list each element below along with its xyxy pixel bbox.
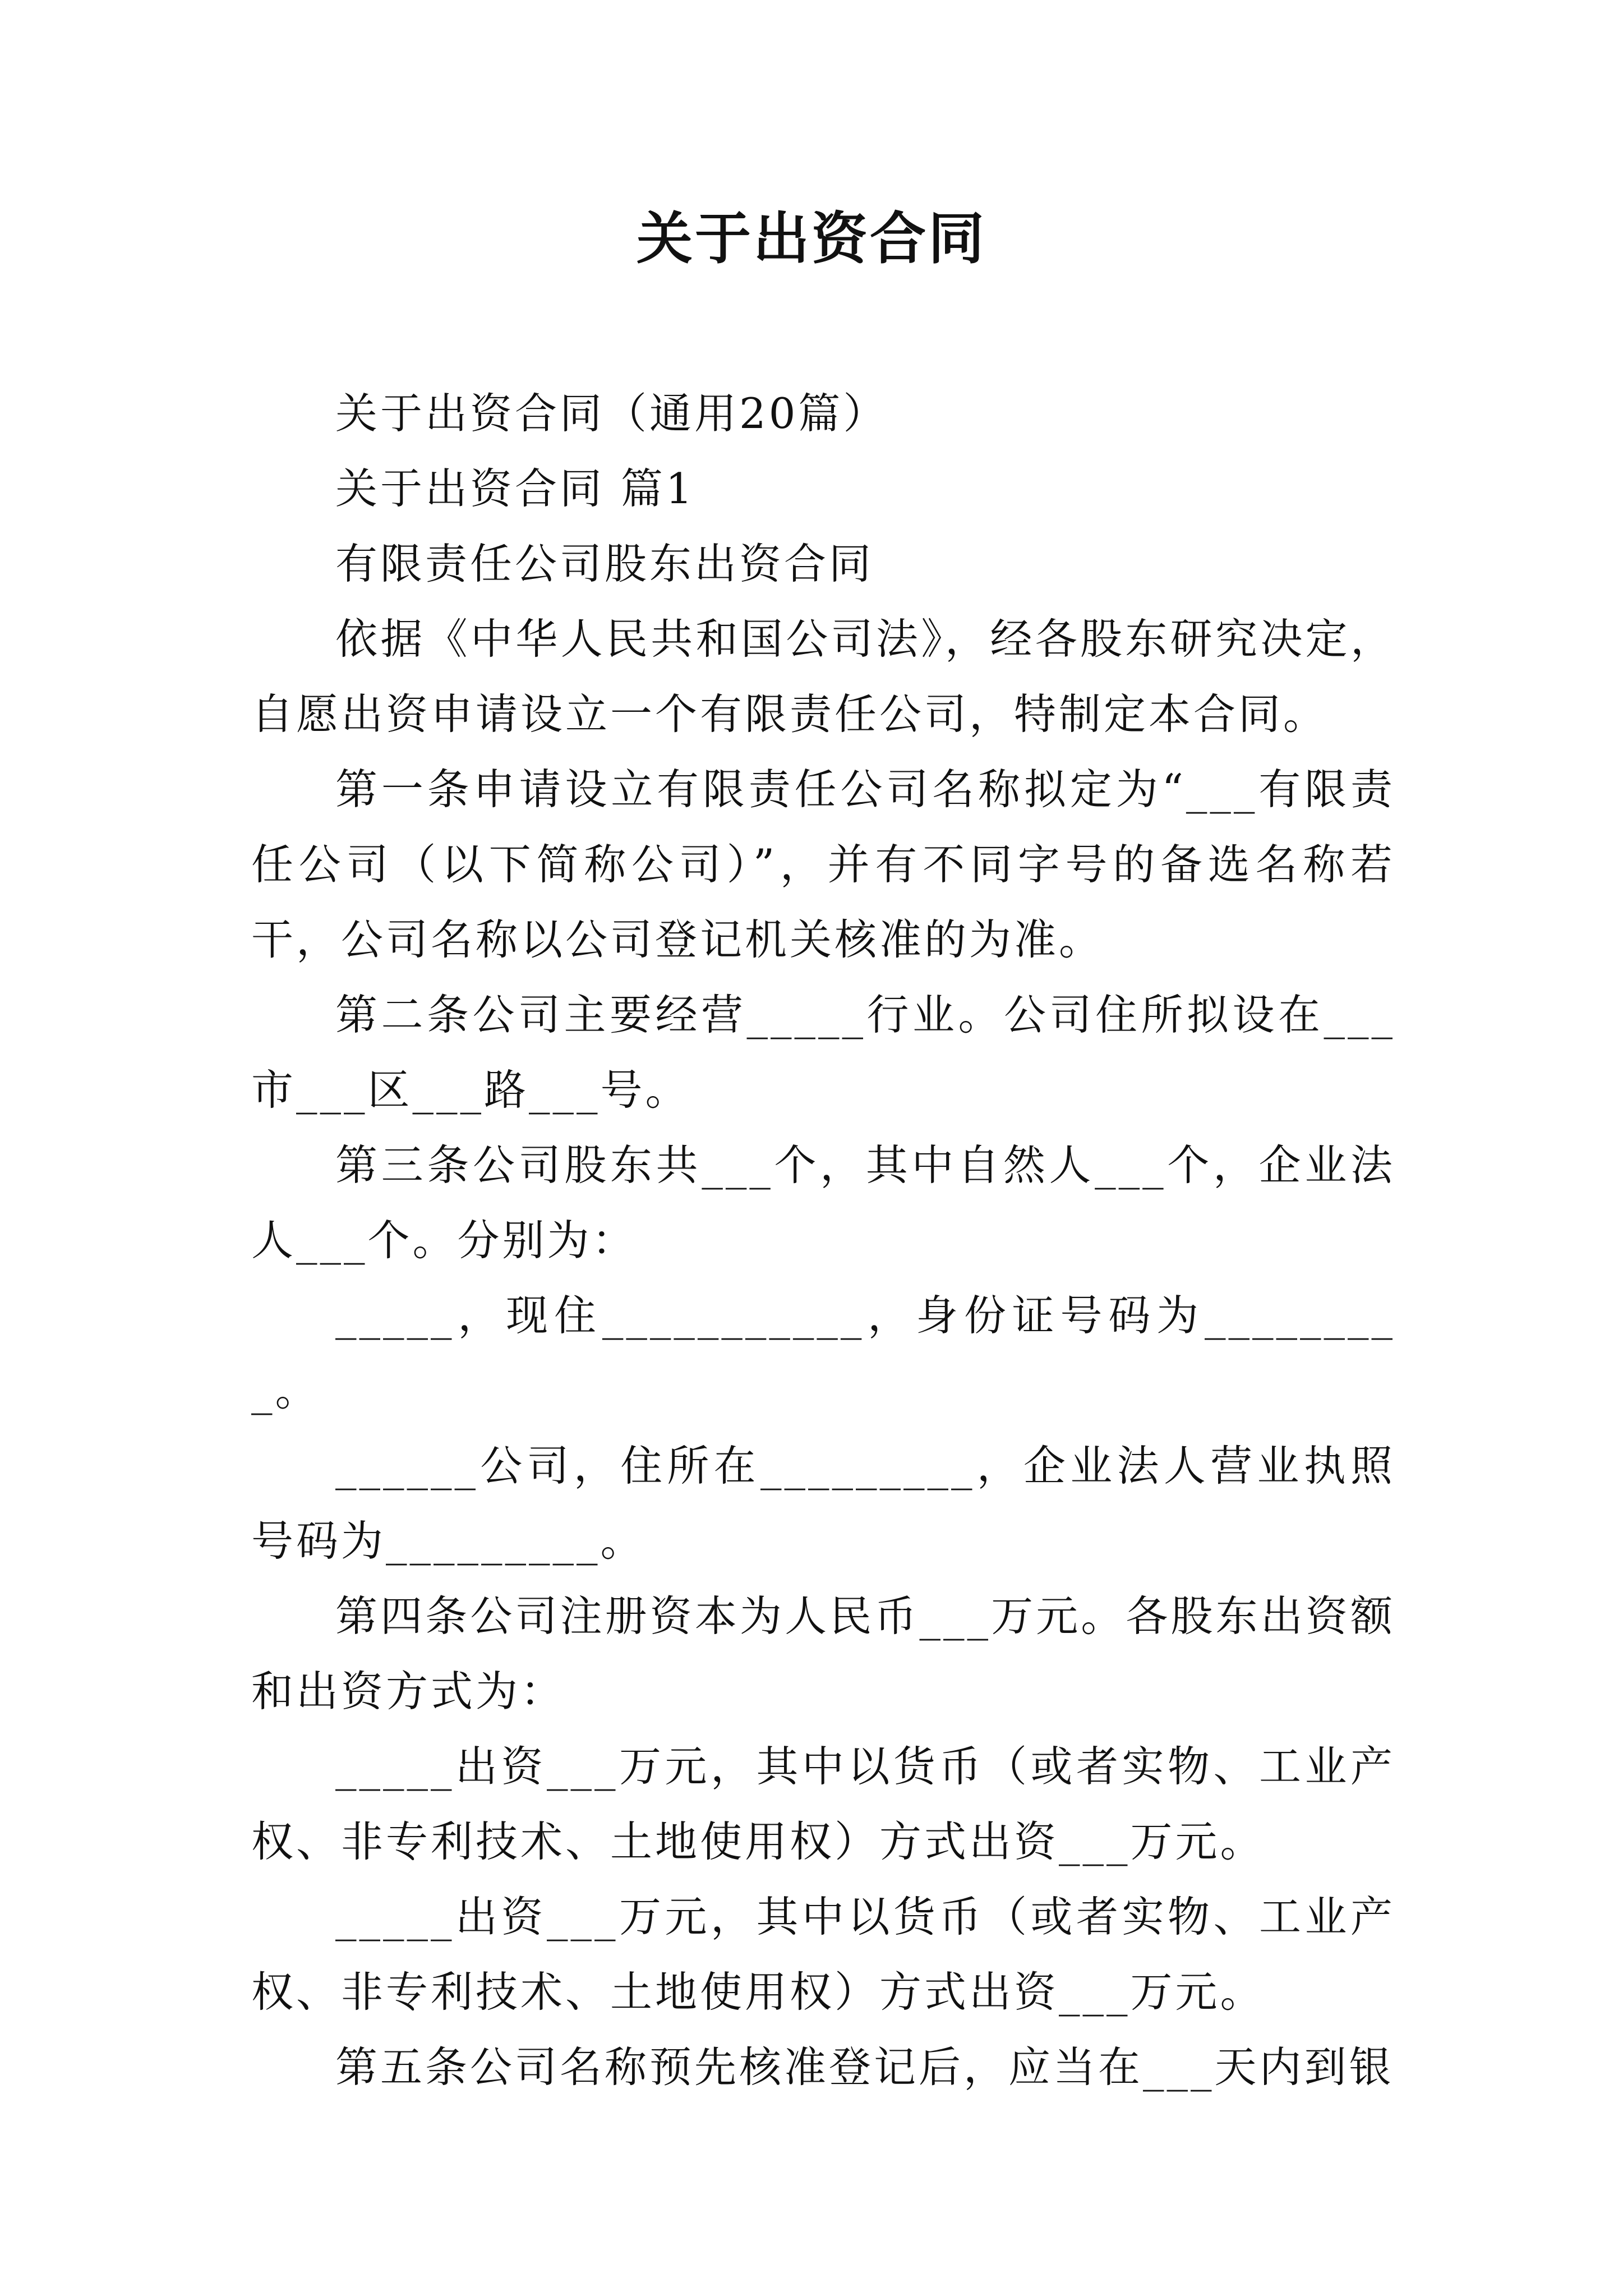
paragraph-shareholder-person: _____，现住___________，身份证号码为_________。 bbox=[251, 1291, 1395, 1415]
paragraph-article-3: 第三条公司股东共___个，其中自然人___个，企业法人___个。分别为： bbox=[251, 1140, 1395, 1265]
paragraph-section-heading: 关于出资合同 篇1 bbox=[335, 464, 695, 513]
document-title: 关于出资合同 bbox=[637, 205, 986, 272]
paragraph-contract-name: 有限责任公司股东出资合同 bbox=[335, 539, 874, 588]
paragraph-preamble: 依据《中华人民共和国公司法》，经各股东研究决定，自愿出资申请设立一个有限责任公司，特制定本合同。 bbox=[251, 614, 1395, 739]
document-body bbox=[251, 376, 1395, 2105]
paragraph-article-4: 第四条公司注册资本为人民币___万元。各股东出资额和出资方式为： bbox=[251, 1591, 1395, 1716]
paragraph-subtitle: 关于出资合同（通用20篇） bbox=[335, 389, 888, 438]
paragraph-article-1: 第一条申请设立有限责任公司名称拟定为“___有限责任公司（以下简称公司）”，并有不同字号的备选名称若干，公司名称以公司登记机关核准的为准。 bbox=[251, 765, 1395, 964]
paragraph-shareholder-company: ______公司，住所在_________，企业法人营业执照号码为_________。 bbox=[251, 1441, 1395, 1566]
paragraph-article-2: 第二条公司主要经营_____行业。公司住所拟设在___市___区___路___号。 bbox=[251, 990, 1395, 1115]
paragraph-contribution-1: _____出资___万元，其中以货币（或者实物、工业产权、非专利技术、土地使用权）方式出资___万元。 bbox=[251, 1742, 1395, 1866]
paragraph-article-5: 第五条公司名称预先核准登记后，应当在___天内到银 bbox=[335, 2042, 1394, 2092]
paragraph-contribution-2: _____出资___万元，其中以货币（或者实物、工业产权、非专利技术、土地使用权）方式出资___万元。 bbox=[251, 1892, 1395, 2017]
